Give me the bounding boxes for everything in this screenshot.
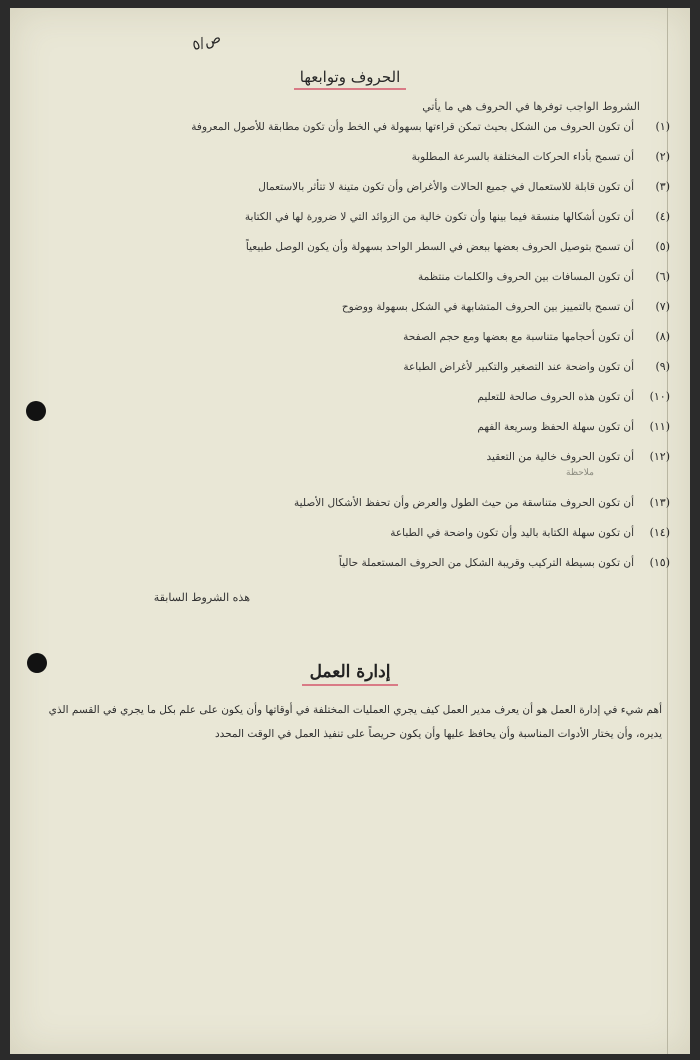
item-number: (١١) bbox=[649, 420, 670, 433]
item-text: أن تكون قابلة للاستعمال في جميع الحالات والأغراض وأن تكون متينة لا تتأثر بالاستعمال bbox=[258, 181, 634, 193]
item-number: (٩) bbox=[655, 360, 670, 373]
item-number: (١٤) bbox=[649, 526, 670, 539]
list-item bbox=[30, 329, 670, 345]
item-number: (٢) bbox=[655, 150, 670, 163]
item-number: (٧) bbox=[655, 300, 670, 313]
item-text: أن تكون الحروف من الشكل بحيث تمكن قراءتها بسهولة في الخط وأن تكون مطابقة للأصول المعروفة bbox=[191, 121, 634, 133]
page-mark: ص/٥ bbox=[190, 29, 223, 55]
item-text: أن تكون أشكالها منسقة فيما بينها وأن تكون خالية من الزوائد التي لا ضرورة لها في الكتابة bbox=[244, 211, 634, 223]
page-heading-text: الحروف وتوابعها bbox=[294, 68, 407, 90]
page-heading bbox=[30, 68, 670, 86]
item-text: أن تكون واضحة عند التصغير والتكبير لأغراض الطباعة bbox=[403, 361, 634, 373]
item-text: أن تكون الحروف خالية من التعقيد bbox=[486, 451, 634, 463]
list-item bbox=[30, 389, 670, 405]
item-number: (١٣) bbox=[649, 496, 670, 509]
item-number: (٤) bbox=[655, 210, 670, 223]
pencil-note: ملاحظة bbox=[566, 468, 594, 478]
section-heading bbox=[30, 662, 670, 682]
list-item bbox=[30, 299, 670, 315]
list-item bbox=[30, 359, 670, 375]
item-number: (١) bbox=[655, 120, 670, 133]
item-text: أن تكون بسيطة التركيب وقريبة الشكل من الحروف المستعملة حالياً bbox=[338, 557, 634, 569]
item-number: (١٠) bbox=[649, 390, 670, 403]
item-text: أن تكون أحجامها متناسبة مع بعضها ومع حجم الصفحة bbox=[403, 331, 634, 343]
item-number: (٥) bbox=[655, 240, 670, 253]
item-number: (٣) bbox=[655, 180, 670, 193]
item-text: أن تكون سهلة الكتابة باليد وأن تكون واضحة في الطباعة bbox=[390, 527, 634, 539]
list-item bbox=[30, 449, 670, 481]
intro-line: الشروط الواجب توفرها في الحروف هي ما يأتي bbox=[422, 100, 640, 113]
list-item bbox=[30, 555, 670, 571]
document-page bbox=[10, 8, 690, 1054]
list-item bbox=[30, 419, 670, 435]
item-text: أن تكون الحروف متناسقة من حيث الطول والعرض وأن تحفظ الأشكال الأصلية bbox=[294, 497, 634, 509]
item-number: (١٢) bbox=[649, 450, 670, 463]
section-heading-text: إدارة العمل bbox=[302, 662, 399, 686]
item-number: (٦) bbox=[655, 270, 670, 283]
conditions-list bbox=[30, 119, 670, 571]
item-text: أن تكون المسافات بين الحروف والكلمات منتظمة bbox=[418, 271, 634, 283]
list-item bbox=[30, 239, 670, 255]
item-text: أن تسمح بتوصيل الحروف بعضها ببعض في السطر الواحد بسهولة وأن يكون الوصل طبيعياً bbox=[245, 241, 634, 253]
list-item bbox=[30, 179, 670, 195]
document-body bbox=[30, 68, 670, 746]
item-number: (٨) bbox=[655, 330, 670, 343]
list-item bbox=[30, 525, 670, 541]
closing-line: هذه الشروط السابقة bbox=[153, 591, 250, 604]
list-item bbox=[30, 209, 670, 225]
item-text: أن تكون هذه الحروف صالحة للتعليم bbox=[477, 391, 634, 403]
list-item bbox=[30, 149, 670, 165]
item-number: (١٥) bbox=[649, 556, 670, 569]
list-item bbox=[30, 495, 670, 511]
item-text: أن تسمح بالتمييز بين الحروف المتشابهة في الشكل بسهولة ووضوح bbox=[341, 301, 634, 313]
section-paragraph: أهم شيء في إدارة العمل هو أن يعرف مدير العمل كيف يجري العمليات المختلفة في أوقاتها وأن يكون على علم بكل ما يجري في القسم الذي يديره، وأن يختار الأدوات المناسبة وأن يحافظ عليها وأن يكون حريصاً على تنفيذ العمل في الوقت المحدد bbox=[48, 704, 662, 740]
list-item bbox=[30, 269, 670, 285]
list-item bbox=[30, 119, 670, 135]
item-text: أن تكون سهلة الحفظ وسريعة الفهم bbox=[477, 421, 634, 433]
item-text: أن تسمح بأداء الحركات المختلفة بالسرعة المطلوبة bbox=[411, 151, 634, 163]
